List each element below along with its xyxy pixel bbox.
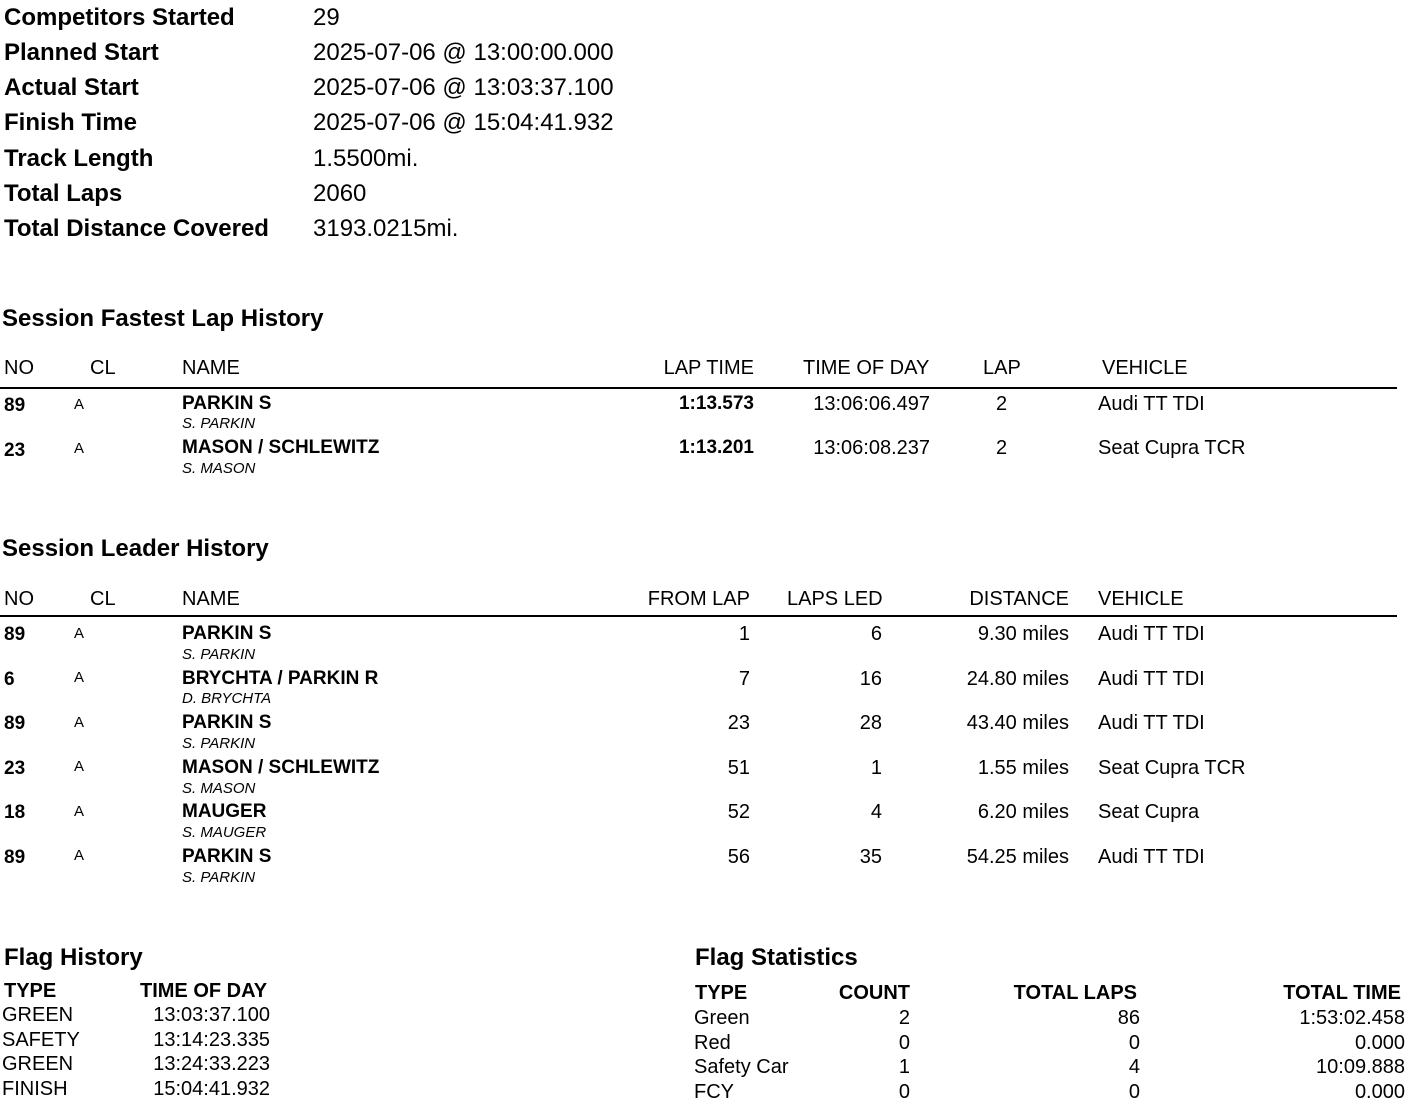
class: A (74, 440, 85, 457)
time-of-day: 13:06:08.237 (813, 437, 930, 459)
flag-total-time: 0.000 (1354, 1032, 1405, 1054)
class: A (74, 714, 85, 731)
flag-total-time: 1:53:02.458 (1299, 1007, 1405, 1029)
class: A (74, 847, 85, 864)
driver-name: S. PARKIN (182, 869, 256, 886)
flag-total-laps: 0 (1128, 1032, 1140, 1054)
col-header-vehicle: VEHICLE (1098, 588, 1184, 610)
laps-led: 28 (859, 712, 882, 734)
summary-value: 29 (313, 4, 340, 31)
vehicle: Seat Cupra TCR (1098, 437, 1246, 459)
col-header-total-time: TOTAL TIME (1283, 982, 1401, 1004)
from-lap: 51 (727, 757, 750, 779)
flag-total-time: 0.000 (1354, 1081, 1405, 1103)
summary-label: Track Length (4, 145, 154, 172)
flag-total-time: 10:09.888 (1316, 1056, 1405, 1078)
from-lap: 52 (727, 801, 750, 823)
driver-name: D. BRYCHTA (182, 690, 272, 707)
lap-number: 2 (996, 437, 1008, 459)
col-header-distance: DISTANCE (969, 588, 1069, 610)
flag-time: 13:03:37.100 (153, 1004, 270, 1026)
col-header-time-of-day: TIME OF DAY (140, 980, 268, 1002)
lap-number: 2 (996, 393, 1008, 415)
flag-total-laps: 86 (1117, 1007, 1140, 1029)
time-of-day: 13:06:06.497 (813, 393, 930, 415)
col-header-time-of-day: TIME OF DAY (803, 357, 930, 379)
flag-count: 2 (898, 1007, 910, 1029)
distance: 1.55 miles (977, 757, 1069, 779)
car-number: 18 (4, 802, 26, 823)
flag-total-laps: 4 (1128, 1056, 1140, 1078)
col-header-vehicle: VEHICLE (1102, 357, 1188, 379)
lap-time: 1:13.201 (678, 437, 754, 458)
from-lap: 7 (738, 668, 750, 690)
laps-led: 6 (870, 623, 882, 645)
col-header-total-laps: TOTAL LAPS (1013, 982, 1137, 1004)
team-name: MASON / SCHLEWITZ (182, 437, 380, 458)
flag-count: 0 (898, 1032, 910, 1054)
class: A (74, 803, 85, 820)
driver-name: S. PARKIN (182, 646, 256, 663)
car-number: 23 (4, 440, 26, 461)
team-name: PARKIN S (182, 393, 272, 414)
vehicle: Audi TT TDI (1098, 393, 1205, 415)
section-title-fastest: Session Fastest Lap History (2, 305, 324, 332)
flag-time: 15:04:41.932 (153, 1078, 270, 1100)
distance: 54.25 miles (966, 846, 1069, 868)
flag-type: FINISH (2, 1078, 68, 1100)
car-number: 6 (4, 669, 15, 690)
col-header-cl: CL (90, 588, 116, 610)
summary-value: 1.5500mi. (313, 145, 419, 172)
flag-type: GREEN (2, 1053, 74, 1075)
summary-label: Finish Time (4, 109, 137, 136)
summary-value: 2060 (313, 180, 367, 207)
distance: 43.40 miles (966, 712, 1069, 734)
car-number: 89 (4, 847, 26, 868)
team-name: BRYCHTA / PARKIN R (182, 668, 379, 689)
vehicle: Seat Cupra (1098, 801, 1200, 823)
driver-name: S. PARKIN (182, 735, 256, 752)
vehicle: Audi TT TDI (1098, 623, 1205, 645)
flag-type: GREEN (2, 1004, 74, 1026)
laps-led: 1 (870, 757, 882, 779)
col-header-type: TYPE (695, 982, 748, 1004)
flag-type: SAFETY (2, 1029, 80, 1051)
driver-name: S. MASON (182, 460, 256, 477)
from-lap: 1 (738, 623, 750, 645)
vehicle: Audi TT TDI (1098, 712, 1205, 734)
vehicle: Audi TT TDI (1098, 846, 1205, 868)
laps-led: 35 (859, 846, 882, 868)
driver-name: S. MASON (182, 780, 256, 797)
team-name: MASON / SCHLEWITZ (182, 757, 380, 778)
summary-value: 2025-07-06 @ 13:03:37.100 (313, 74, 614, 101)
class: A (74, 669, 85, 686)
flag-count: 1 (898, 1056, 910, 1078)
flag-type: FCY (694, 1081, 734, 1103)
col-header-no: NO (4, 357, 34, 379)
summary-label: Planned Start (4, 39, 159, 66)
from-lap: 56 (727, 846, 750, 868)
vehicle: Audi TT TDI (1098, 668, 1205, 690)
flag-total-laps: 0 (1128, 1081, 1140, 1103)
vehicle: Seat Cupra TCR (1098, 757, 1246, 779)
team-name: PARKIN S (182, 712, 272, 733)
header-rule (0, 615, 1397, 617)
section-title-flag-stats: Flag Statistics (695, 944, 858, 971)
col-header-name: NAME (182, 357, 240, 379)
flag-time: 13:14:23.335 (153, 1029, 270, 1051)
header-rule (0, 387, 1397, 389)
summary-value: 3193.0215mi. (313, 215, 459, 242)
car-number: 23 (4, 758, 26, 779)
class: A (74, 396, 85, 413)
summary-label: Total Distance Covered (4, 215, 269, 242)
lap-time: 1:13.573 (678, 393, 754, 414)
class: A (74, 758, 85, 775)
summary-label: Total Laps (4, 180, 123, 207)
team-name: PARKIN S (182, 623, 272, 644)
distance: 9.30 miles (977, 623, 1069, 645)
distance: 6.20 miles (977, 801, 1069, 823)
class: A (74, 625, 85, 642)
distance: 24.80 miles (966, 668, 1069, 690)
team-name: MAUGER (182, 801, 267, 822)
col-header-cl: CL (90, 357, 116, 379)
car-number: 89 (4, 395, 26, 416)
section-title-leader: Session Leader History (2, 535, 269, 562)
col-header-from-lap: FROM LAP (647, 588, 750, 610)
team-name: PARKIN S (182, 846, 272, 867)
car-number: 89 (4, 713, 26, 734)
laps-led: 4 (870, 801, 882, 823)
flag-time: 13:24:33.223 (153, 1053, 270, 1075)
col-header-no: NO (4, 588, 34, 610)
laps-led: 16 (859, 668, 882, 690)
col-header-lap: LAP (983, 357, 1021, 379)
col-header-lap-time: LAP TIME (663, 357, 754, 379)
section-title-flag-history: Flag History (4, 944, 143, 971)
col-header-type: TYPE (4, 980, 57, 1002)
flag-count: 0 (898, 1081, 910, 1103)
col-header-laps-led: LAPS LED (787, 588, 883, 610)
summary-value: 2025-07-06 @ 13:00:00.000 (313, 39, 614, 66)
driver-name: S. PARKIN (182, 415, 256, 432)
summary-label: Competitors Started (4, 4, 235, 31)
summary-value: 2025-07-06 @ 15:04:41.932 (313, 109, 614, 136)
driver-name: S. MAUGER (182, 824, 267, 841)
flag-type: Safety Car (694, 1056, 789, 1078)
col-header-count: COUNT (838, 982, 910, 1004)
flag-type: Red (694, 1032, 731, 1054)
from-lap: 23 (727, 712, 750, 734)
summary-label: Actual Start (4, 74, 139, 101)
car-number: 89 (4, 624, 26, 645)
col-header-name: NAME (182, 588, 240, 610)
flag-type: Green (694, 1007, 750, 1029)
